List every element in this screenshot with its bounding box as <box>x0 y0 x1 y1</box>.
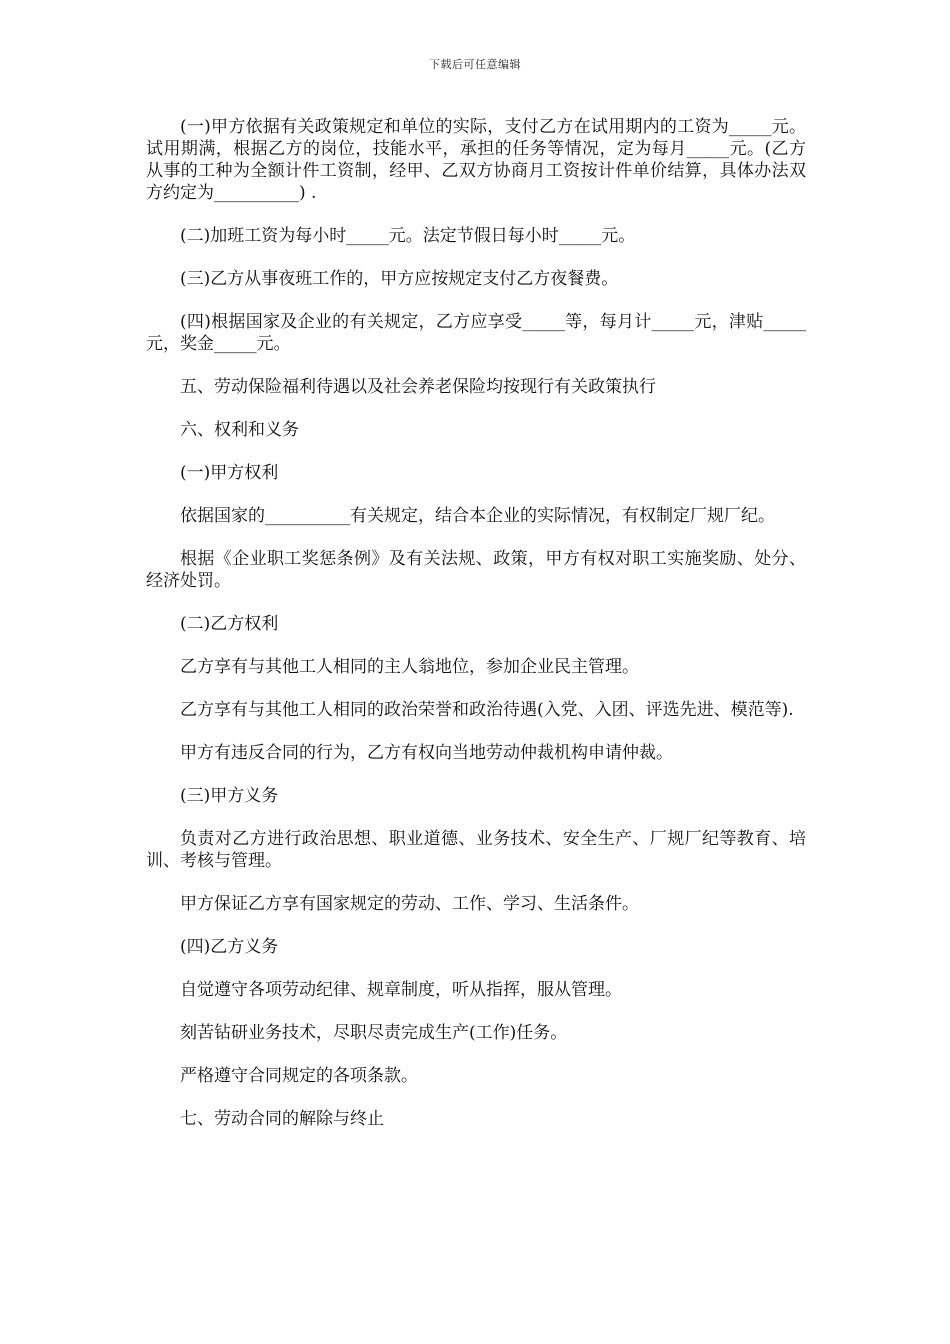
header-note: 下载后可任意编辑 <box>429 58 521 71</box>
subheading-party-a-duties: (三)甲方义务 <box>180 786 279 806</box>
section-heading-termination: 七、劳动合同的解除与终止 <box>180 1109 384 1129</box>
paragraph-arbitration: 甲方有违反合同的行为，乙方有权向当地劳动仲裁机构申请仲裁。 <box>180 743 673 763</box>
section-heading-insurance: 五、劳动保险福利待遇以及社会养老保险均按现行有关政策执行 <box>180 377 656 397</box>
paragraph-contract-compliance: 严格遵守合同规定的各项条款。 <box>180 1066 418 1086</box>
paragraph-democratic-management: 乙方享有与其他工人相同的主人翁地位，参加企业民主管理。 <box>180 657 639 677</box>
paragraph-night-shift: (三)乙方从事夜班工作的，甲方应按规定支付乙方夜餐费。 <box>180 269 619 289</box>
paragraph-rewards-penalties: 根据《企业职工奖惩条例》及有关法规、政策，甲方有权对职工实施奖励、处分、经济处罚。 <box>146 549 806 591</box>
paragraph-political-honor: 乙方享有与其他工人相同的政治荣誉和政治待遇(入党、入团、评选先进、模范等). <box>180 700 794 720</box>
paragraph-factory-rules: 依据国家的__________有关规定，结合本企业的实际情况，有权制定厂规厂纪。 <box>180 506 775 526</box>
document-body <box>146 116 806 1151</box>
paragraph-training: 负责对乙方进行政治思想、职业道德、业务技术、安全生产、厂规厂纪等教育、培训、考核与管理。 <box>146 829 806 871</box>
paragraph-allowances: (四)根据国家及企业的有关规定，乙方应享受_____等，每月计_____元，津贴_____元，奖金_____元。 <box>146 312 806 354</box>
subheading-party-b-rights: (二)乙方权利 <box>180 614 279 634</box>
paragraph-discipline: 自觉遵守各项劳动纪律、规章制度，听从指挥，服从管理。 <box>180 980 622 1000</box>
section-heading-rights-duties: 六、权利和义务 <box>180 420 299 440</box>
paragraph-diligence: 刻苦钻研业务技术，尽职尽责完成生产(工作)任务。 <box>180 1023 568 1043</box>
subheading-party-b-duties: (四)乙方义务 <box>180 937 279 957</box>
paragraph-overtime-wage: (二)加班工资为每小时_____元。法定节假日每小时_____元。 <box>180 226 636 246</box>
subheading-party-a-rights: (一)甲方权利 <box>180 463 279 483</box>
paragraph-working-conditions: 甲方保证乙方享有国家规定的劳动、工作、学习、生活条件。 <box>180 894 639 914</box>
paragraph-wage-probation: (一)甲方依据有关政策规定和单位的实际，支付乙方在试用期内的工资为_____元。试用期满，根据乙方的岗位，技能水平，承担的任务等情况，定为每月_____元。(乙方从事的工种为全额计件工资制，经甲、乙双方协商月工资按计件单价结算，具体办法双方约定为__________) . <box>146 117 806 203</box>
